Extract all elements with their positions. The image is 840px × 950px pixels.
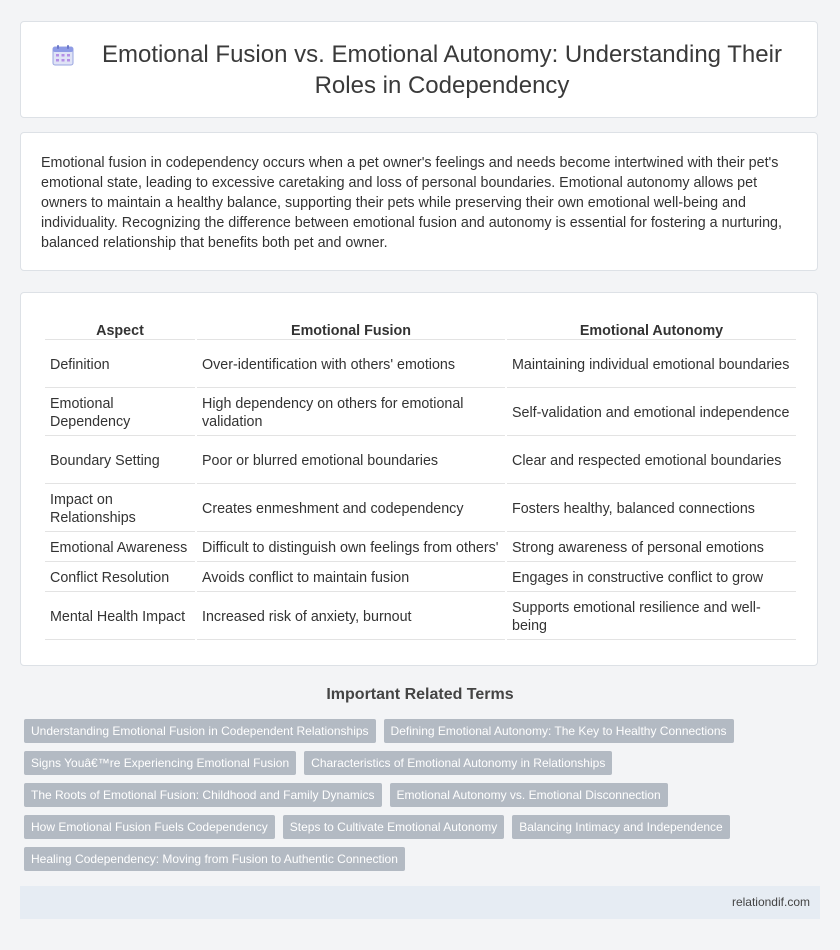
related-term-tag[interactable]: Emotional Autonomy vs. Emotional Disconnection: [390, 783, 668, 807]
cell-aspect: Boundary Setting: [45, 438, 195, 484]
cell-autonomy: Supports emotional resilience and well-being: [507, 594, 796, 640]
header-emotional-autonomy: Emotional Autonomy: [507, 317, 796, 340]
table-row: [45, 594, 796, 640]
cell-fusion: Poor or blurred emotional boundaries: [197, 438, 505, 484]
header-aspect: Aspect: [45, 317, 195, 340]
table-row: [45, 486, 796, 532]
related-term-tag[interactable]: The Roots of Emotional Fusion: Childhood and Family Dynamics: [24, 783, 382, 807]
related-term-tag[interactable]: Characteristics of Emotional Autonomy in Relationships: [304, 751, 612, 775]
footer: [20, 886, 820, 919]
header-emotional-fusion: Emotional Fusion: [197, 317, 505, 340]
related-term-tag[interactable]: Balancing Intimacy and Independence: [512, 815, 729, 839]
cell-fusion: High dependency on others for emotional validation: [197, 390, 505, 436]
related-term-tag[interactable]: Steps to Cultivate Emotional Autonomy: [283, 815, 504, 839]
cell-aspect: Emotional Dependency: [45, 390, 195, 436]
calendar-icon: [51, 43, 75, 67]
cell-autonomy: Self-validation and emotional independence: [507, 390, 796, 436]
cell-aspect: Impact on Relationships: [45, 486, 195, 532]
cell-autonomy: Strong awareness of personal emotions: [507, 534, 796, 562]
cell-fusion: Over-identification with others' emotions: [197, 342, 505, 388]
cell-autonomy: Maintaining individual emotional boundaries: [507, 342, 796, 388]
intro-card: [20, 132, 818, 271]
related-term-tag[interactable]: How Emotional Fusion Fuels Codependency: [24, 815, 275, 839]
cell-aspect: Definition: [45, 342, 195, 388]
table-row: [45, 342, 796, 388]
cell-fusion: Difficult to distinguish own feelings from others': [197, 534, 505, 562]
table-row: [45, 438, 796, 484]
related-term-tag[interactable]: Defining Emotional Autonomy: The Key to Healthy Connections: [384, 719, 734, 743]
header-card: [20, 21, 818, 118]
footer-site-link[interactable]: relationdif.com: [731, 895, 810, 909]
cell-autonomy: Clear and respected emotional boundaries: [507, 438, 796, 484]
cell-aspect: Mental Health Impact: [45, 594, 195, 640]
cell-aspect: Conflict Resolution: [45, 564, 195, 592]
table-row: [45, 534, 796, 562]
related-term-tag[interactable]: Signs Youâ€™re Experiencing Emotional Fusion: [24, 751, 296, 775]
intro-paragraph: Emotional fusion in codependency occurs when a pet owner's feelings and needs become intertwined with their pet's emotional state, leading to excessive caretaking and loss of personal boundaries. Emotional autonomy allows pet owners to maintain a healthy balance, supporting their pets while preserving their own emotional well-being and individuality. Recognizing the difference between emotional fusion and autonomy is essential for fostering a nurturing, balanced relationship that benefits both pet and owner.: [41, 155, 782, 251]
related-terms-title: Important Related Terms: [326, 686, 514, 703]
cell-autonomy: Engages in constructive conflict to grow: [507, 564, 796, 592]
table-header-row: [45, 317, 796, 340]
cell-aspect: Emotional Awareness: [45, 534, 195, 562]
table-row: [45, 564, 796, 592]
comparison-table: [43, 315, 798, 642]
related-term-tag[interactable]: Healing Codependency: Moving from Fusion to Authentic Connection: [24, 847, 405, 871]
comparison-table-card: [20, 292, 818, 666]
related-term-tag[interactable]: Understanding Emotional Fusion in Codependent Relationships: [24, 719, 376, 743]
cell-fusion: Avoids conflict to maintain fusion: [197, 564, 505, 592]
table-row: [45, 390, 796, 436]
related-terms-list: [24, 719, 824, 871]
cell-fusion: Creates enmeshment and codependency: [197, 486, 505, 532]
cell-autonomy: Fosters healthy, balanced connections: [507, 486, 796, 532]
page-title: Emotional Fusion vs. Emotional Autonomy: Understanding Their Roles in Codependency: [102, 40, 782, 99]
cell-fusion: Increased risk of anxiety, burnout: [197, 594, 505, 640]
